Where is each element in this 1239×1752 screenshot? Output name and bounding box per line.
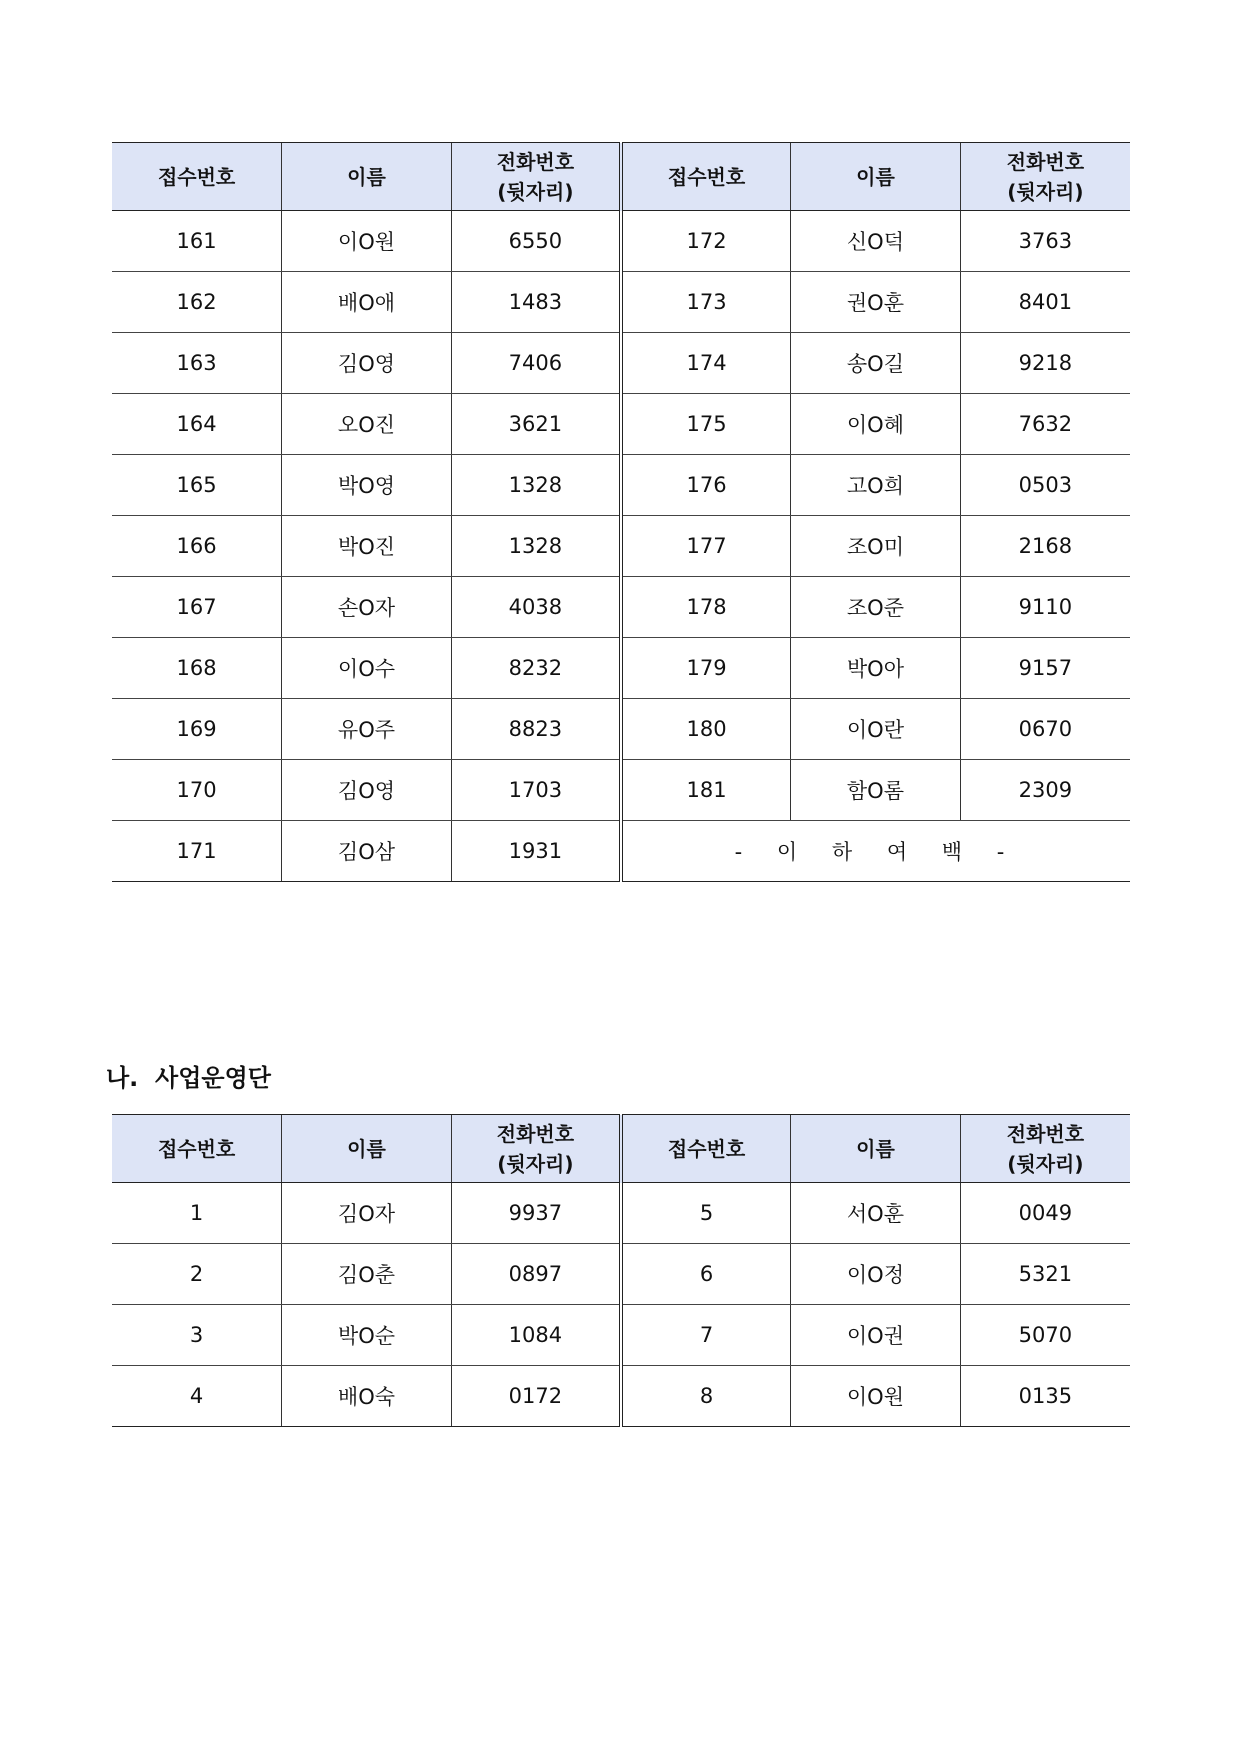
name-cell: 배O숙 [282,1366,452,1427]
receipt-number-cell: 179 [621,638,791,699]
receipt-number-cell: 174 [621,333,791,394]
phone-cell: 0503 [960,455,1130,516]
receipt-number-cell: 167 [112,577,282,638]
column-header-phone: 전화번호 (뒷자리) [960,143,1130,211]
name-cell: 김O영 [282,760,452,821]
table-row [112,699,1130,760]
column-header-phone: 전화번호 (뒷자리) [451,1115,621,1183]
table-row [112,333,1130,394]
phone-cell: 3621 [451,394,621,455]
name-cell: 이O란 [791,699,961,760]
phone-cell: 0670 [960,699,1130,760]
table-row [112,1366,1130,1427]
phone-cell: 5321 [960,1244,1130,1305]
name-cell: 오O진 [282,394,452,455]
receipt-number-cell: 171 [112,821,282,882]
column-header-phone: 전화번호 (뒷자리) [960,1115,1130,1183]
column-header-phone: 전화번호 (뒷자리) [451,143,621,211]
name-cell: 이O혜 [791,394,961,455]
applicant-table-1 [112,142,1130,882]
phone-cell: 7632 [960,394,1130,455]
phone-cell: 1483 [451,272,621,333]
table-row [112,455,1130,516]
name-cell: 손O자 [282,577,452,638]
name-cell: 김O자 [282,1183,452,1244]
phone-cell: 0135 [960,1366,1130,1427]
receipt-number-cell: 162 [112,272,282,333]
table-row [112,1305,1130,1366]
receipt-number-cell: 177 [621,516,791,577]
receipt-number-cell: 180 [621,699,791,760]
phone-cell: 0897 [451,1244,621,1305]
phone-cell: 9157 [960,638,1130,699]
name-cell: 신O덕 [791,211,961,272]
table-row [112,516,1130,577]
receipt-number-cell: 168 [112,638,282,699]
table-row [112,394,1130,455]
phone-cell: 2168 [960,516,1130,577]
column-header-receipt-number: 접수번호 [112,1115,282,1183]
table-row [112,821,1130,882]
table-row [112,211,1130,272]
name-cell: 이O원 [791,1366,961,1427]
phone-cell: 7406 [451,333,621,394]
name-cell: 김O삼 [282,821,452,882]
name-cell: 서O훈 [791,1183,961,1244]
name-cell: 유O주 [282,699,452,760]
table-header-row [112,143,1130,211]
name-cell: 이O권 [791,1305,961,1366]
name-cell: 김O춘 [282,1244,452,1305]
receipt-number-cell: 172 [621,211,791,272]
table-row [112,272,1130,333]
receipt-number-cell: 181 [621,760,791,821]
section-title: 나. 사업운영단 [106,1064,271,1092]
phone-cell: 2309 [960,760,1130,821]
receipt-number-cell: 161 [112,211,282,272]
phone-cell: 8232 [451,638,621,699]
receipt-number-cell: 169 [112,699,282,760]
name-cell: 권O훈 [791,272,961,333]
table-row [112,1183,1130,1244]
receipt-number-cell: 163 [112,333,282,394]
receipt-number-cell: 173 [621,272,791,333]
receipt-number-cell: 1 [112,1183,282,1244]
receipt-number-cell: 8 [621,1366,791,1427]
column-header-receipt-number: 접수번호 [621,1115,791,1183]
phone-cell: 1931 [451,821,621,882]
receipt-number-cell: 3 [112,1305,282,1366]
receipt-number-cell: 4 [112,1366,282,1427]
name-cell: 송O길 [791,333,961,394]
name-cell: 조O준 [791,577,961,638]
name-cell: 함O롬 [791,760,961,821]
column-header-name: 이름 [282,143,452,211]
name-cell: 배O애 [282,272,452,333]
receipt-number-cell: 170 [112,760,282,821]
name-cell: 이O정 [791,1244,961,1305]
name-cell: 이O수 [282,638,452,699]
table-header-row [112,1115,1130,1183]
column-header-name: 이름 [791,143,961,211]
name-cell: 조O미 [791,516,961,577]
phone-cell: 4038 [451,577,621,638]
receipt-number-cell: 164 [112,394,282,455]
blank-note: - 이 하 여 백 - [621,821,1130,882]
name-cell: 이O원 [282,211,452,272]
phone-cell: 1084 [451,1305,621,1366]
table-row [112,1244,1130,1305]
receipt-number-cell: 6 [621,1244,791,1305]
phone-cell: 1703 [451,760,621,821]
receipt-number-cell: 7 [621,1305,791,1366]
column-header-receipt-number: 접수번호 [112,143,282,211]
table-row [112,760,1130,821]
name-cell: 박O아 [791,638,961,699]
column-header-receipt-number: 접수번호 [621,143,791,211]
table-row [112,638,1130,699]
phone-cell: 1328 [451,516,621,577]
phone-cell: 5070 [960,1305,1130,1366]
phone-cell: 0172 [451,1366,621,1427]
name-cell: 박O영 [282,455,452,516]
phone-cell: 9937 [451,1183,621,1244]
phone-cell: 1328 [451,455,621,516]
receipt-number-cell: 2 [112,1244,282,1305]
receipt-number-cell: 175 [621,394,791,455]
applicant-table-2 [112,1114,1130,1427]
receipt-number-cell: 166 [112,516,282,577]
phone-cell: 8823 [451,699,621,760]
receipt-number-cell: 165 [112,455,282,516]
name-cell: 박O순 [282,1305,452,1366]
column-header-name: 이름 [791,1115,961,1183]
receipt-number-cell: 178 [621,577,791,638]
name-cell: 김O영 [282,333,452,394]
name-cell: 박O진 [282,516,452,577]
column-header-name: 이름 [282,1115,452,1183]
phone-cell: 0049 [960,1183,1130,1244]
phone-cell: 9110 [960,577,1130,638]
receipt-number-cell: 5 [621,1183,791,1244]
phone-cell: 8401 [960,272,1130,333]
phone-cell: 9218 [960,333,1130,394]
name-cell: 고O희 [791,455,961,516]
phone-cell: 3763 [960,211,1130,272]
phone-cell: 6550 [451,211,621,272]
table-row [112,577,1130,638]
receipt-number-cell: 176 [621,455,791,516]
